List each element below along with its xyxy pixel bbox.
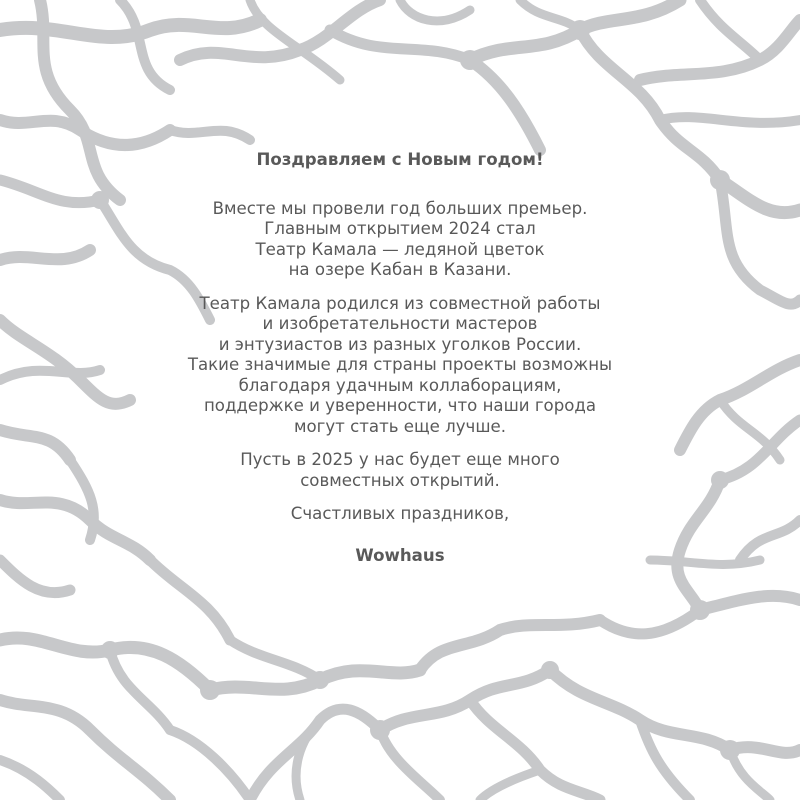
paragraph-collaboration [120,294,680,438]
text-line: Такие значимые для страны проекты возможны [187,355,613,374]
text-line: могут стать еще лучше. [293,416,507,436]
text-line: Главным открытием 2024 стал [264,219,536,238]
text-line: поддержке и уверенности, что наши города [203,396,597,415]
text-line: и энтузиастов из разных уголков России. [218,334,582,354]
text-line: благодаря удачным коллаборациям, [238,375,562,395]
signature: Wowhaus [355,545,445,565]
text-line: Вместе мы провели год больших премьер. [212,198,588,218]
text-line: совместных открытий. [300,470,500,490]
paragraph-premieres [120,199,680,281]
text-line: Театр Камала родился из совместной работы [199,293,601,313]
text-line: Театр Камала — ледяной цветок [255,239,545,259]
greeting-text [120,150,680,566]
text-line: Пусть в 2025 у нас будет еще много [240,450,560,469]
text-line: Счастливых праздников, [290,504,510,523]
text-line: на озере Кабан в Казани. [288,260,512,279]
greeting-heading: Поздравляем с Новым годом! [256,150,544,169]
paragraph-wishes [120,450,680,491]
text-line: и изобретательности мастеров [262,314,538,333]
paragraph-holidays [120,504,680,525]
